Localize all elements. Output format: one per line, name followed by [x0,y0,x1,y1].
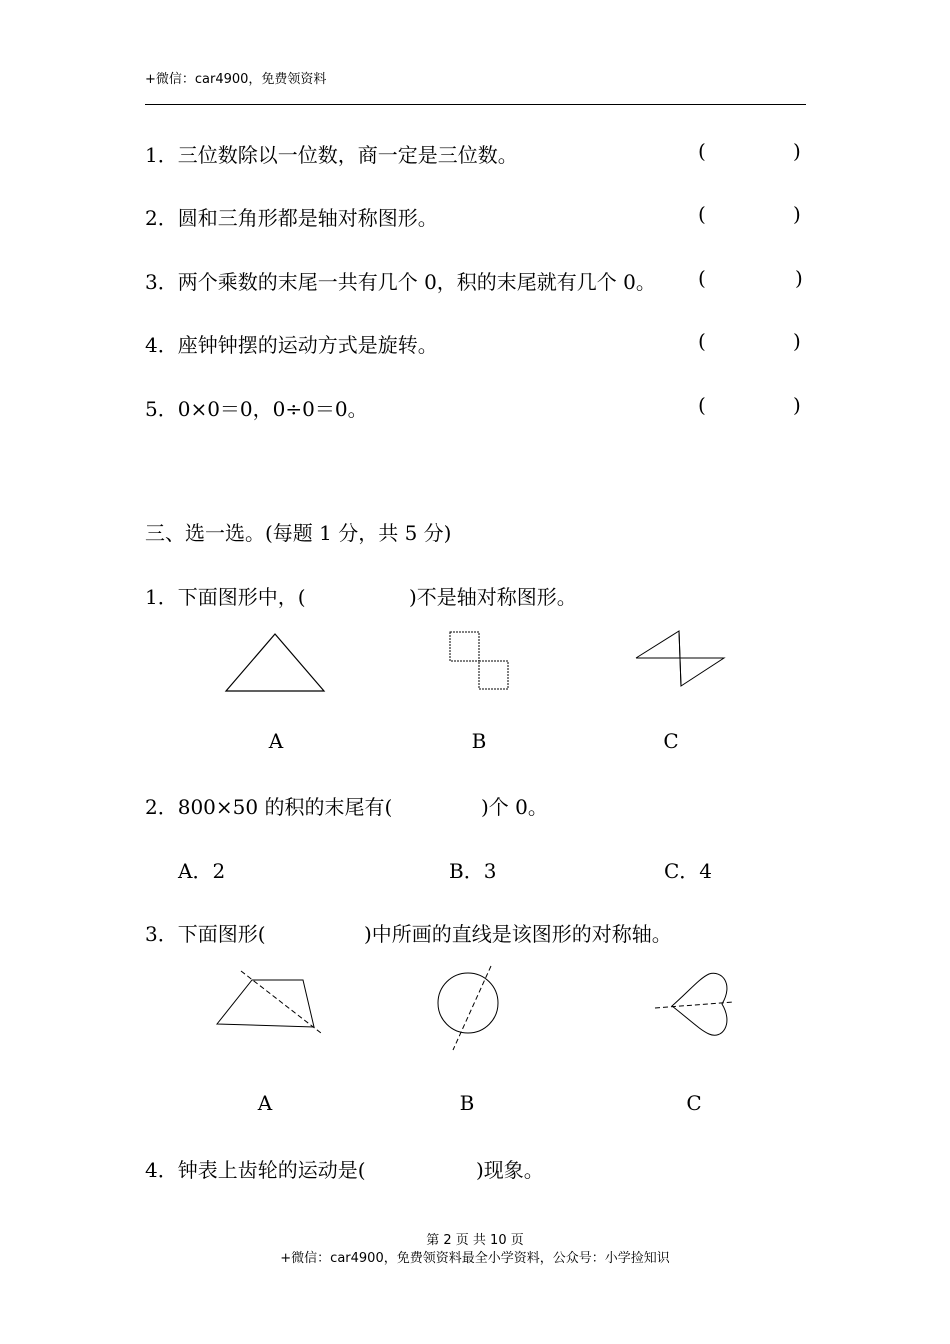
q1-text-after: )不是轴对称图形。 [409,585,577,609]
q3-label-c: C [686,1091,702,1115]
tf-item-2: 2．圆和三角形都是轴对称图形。 [145,206,438,230]
tf-close-paren-3: ) [795,266,803,290]
tf-item-1: 1．三位数除以一位数，商一定是三位数。 [145,143,518,167]
q2-option-a: A．2 [178,859,226,883]
q1-label-b: B [471,729,487,753]
tf-item-4: 4．座钟钟摆的运动方式是旋转。 [145,333,438,357]
footer-page-number: 第 2 页 共 10 页 [426,1233,524,1248]
tf-close-paren-5: ) [793,393,801,417]
q1-text: 1．下面图形中，( [145,585,306,609]
tf-open-paren-2: ( [698,202,706,226]
q2-option-b: B．3 [449,859,497,883]
q1-label-a: A [268,729,284,753]
tf-item-5: 5．0×0＝0，0÷0＝0。 [145,397,368,421]
tf-item-3: 3．两个乘数的末尾一共有几个 0，积的末尾就有几个 0。 [145,270,656,294]
section-3-title: 三、选一选。(每题 1 分，共 5 分) [145,521,452,545]
tf-close-paren-4: ) [793,329,801,353]
q4-text: 4．钟表上齿轮的运动是( [145,1158,366,1182]
q3-label-b: B [459,1091,475,1115]
tf-open-paren-3: ( [698,266,706,290]
tf-open-paren-4: ( [698,329,706,353]
tf-open-paren-1: ( [698,139,706,163]
q3-text: 3．下面图形( [145,922,266,946]
q3-label-a: A [257,1091,273,1115]
tf-open-paren-5: ( [698,393,706,417]
q2-option-c: C．4 [664,859,713,883]
q2-text-after: )个 0。 [481,795,548,819]
q4-text-after: )现象。 [476,1158,544,1182]
q2-text: 2．800×50 的积的末尾有( [145,795,393,819]
header-note: +微信：car4900，免费领资料 [145,72,327,87]
footer-note: +微信：car4900，免费领资料最全小学资料，公众号：小学捡知识 [280,1251,670,1266]
q3-figure-a-trapezoid [217,980,314,1027]
q3-text-after: )中所画的直线是该图形的对称轴。 [364,922,672,946]
q1-label-c: C [663,729,679,753]
tf-close-paren-1: ) [793,139,801,163]
tf-close-paren-2: ) [793,202,801,226]
q3-figure-b-circle [438,973,498,1033]
